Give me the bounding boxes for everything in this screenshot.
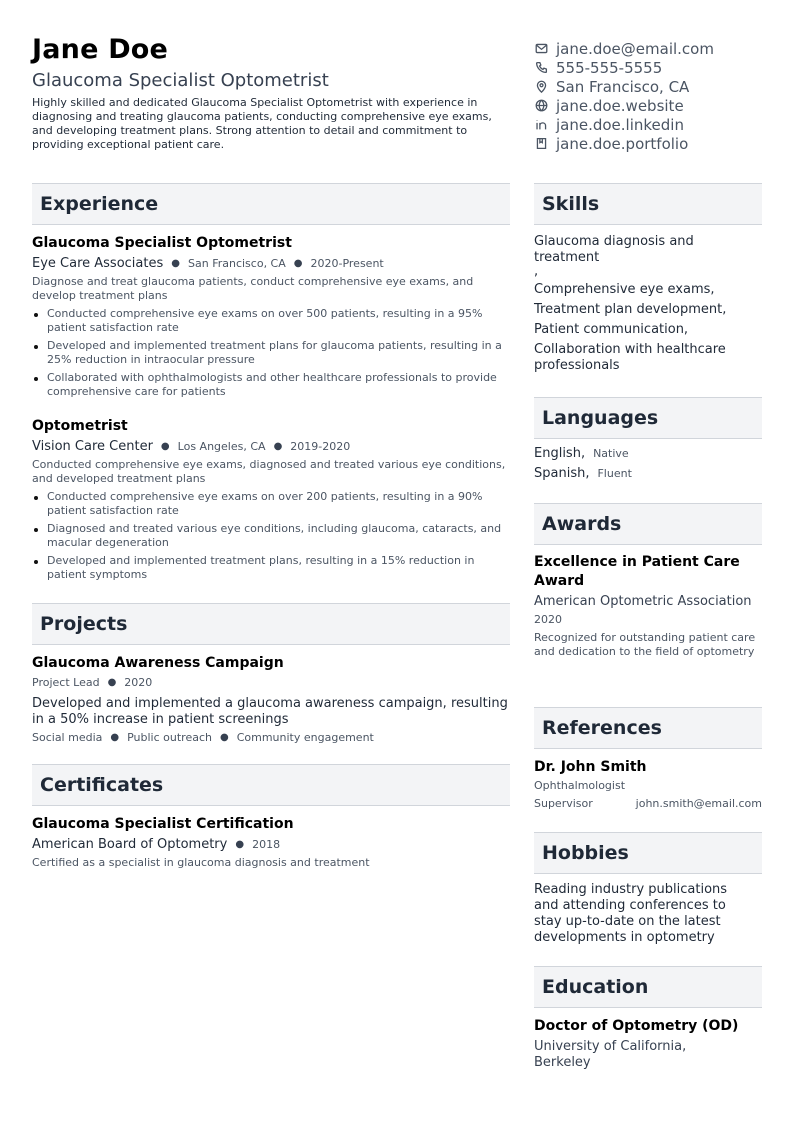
summary: Highly skilled and dedicated Glaucoma Specialist Optometrist with experience in diagnosing and treating glaucoma patients, conducting comprehensive eye exams, and developing treatment plans. Strong attention to detail and commitment to providing exceptional patient care. — [32, 96, 492, 151]
project-meta — [32, 674, 510, 692]
certificate-meta — [32, 836, 510, 854]
language-name: Spanish, — [534, 466, 590, 481]
job-location: San Francisco, CA — [188, 257, 286, 270]
section-header-references: References — [534, 707, 762, 749]
section-header-projects: Projects — [32, 603, 510, 645]
skill-item: Glaucoma diagnosis and treatment — [534, 234, 694, 265]
separator-dot: ● — [171, 258, 180, 269]
language-name: English, — [534, 446, 586, 461]
contact-portfolio-text: jane.doe.portfolio — [556, 134, 689, 153]
phone-icon — [534, 61, 548, 75]
project-tag: Social media — [32, 731, 103, 744]
person-name: Jane Doe — [32, 34, 169, 65]
language-item — [534, 446, 762, 466]
bullet-item: Collaborated with ophthalmologists and other healthcare professionals to provide comprehensive care for patients — [32, 371, 510, 399]
section-header-languages: Languages — [534, 397, 762, 439]
education-degree: Doctor of Optometry (OD) — [534, 1018, 739, 1034]
reference-name: Dr. John Smith — [534, 759, 647, 775]
contact-linkedin[interactable] — [534, 115, 774, 134]
project-role: Project Lead — [32, 676, 100, 689]
location-icon — [534, 80, 548, 94]
contact-location — [534, 77, 774, 96]
separator-dot: ● — [107, 677, 117, 688]
section-header-education: Education — [534, 966, 762, 1008]
certificate-issuer: American Board of Optometry — [32, 837, 228, 852]
job-title: Optometrist — [32, 418, 128, 434]
job-meta — [32, 255, 510, 273]
hobbies-text-block — [534, 882, 744, 946]
job-bullets — [32, 307, 510, 399]
separator-dot: ● — [110, 732, 120, 743]
certificate-item — [32, 815, 510, 870]
project-description: Developed and implemented a glaucoma awareness campaign, resulting in a 50% increase in patient screenings — [32, 696, 508, 727]
project-item — [32, 654, 510, 744]
award-item — [534, 553, 762, 659]
separator-dot: ● — [293, 258, 303, 269]
portfolio-icon — [534, 137, 548, 151]
bullet-item: Developed and implemented treatment plans, resulting in a 15% reduction in patient symptoms — [32, 554, 510, 582]
section-header-skills: Skills — [534, 183, 762, 225]
skill-item: Treatment plan development, — [534, 302, 727, 317]
section-header-experience: Experience — [32, 183, 510, 225]
education-school: University of California, Berkeley — [534, 1039, 687, 1070]
person-title: Glaucoma Specialist Optometrist — [32, 70, 329, 91]
language-item — [534, 466, 762, 486]
reference-item — [534, 758, 762, 810]
bullet-item: Diagnosed and treated various eye conditions, including glaucoma, cataracts, and macular degeneration — [32, 522, 510, 550]
project-title: Glaucoma Awareness Campaign — [32, 655, 284, 671]
bullet-item: Conducted comprehensive eye exams on over 500 patients, resulting in a 95% patient satisfaction rate — [32, 307, 510, 335]
job-location: Los Angeles, CA — [177, 440, 266, 453]
separator-dot: ● — [273, 441, 283, 452]
contact-website-text: jane.doe.website — [556, 96, 684, 115]
separator-dot: ● — [235, 839, 245, 850]
project-tag: Public outreach — [127, 731, 212, 744]
experience-item — [32, 234, 510, 403]
award-issuer: American Optometric Association — [534, 594, 752, 609]
job-dates: 2020-Present — [310, 257, 384, 270]
skills-list — [534, 234, 762, 374]
languages-list — [534, 446, 762, 486]
skill-separator: , — [534, 264, 539, 279]
contact-location-text: San Francisco, CA — [556, 77, 690, 96]
job-title: Glaucoma Specialist Optometrist — [32, 235, 292, 251]
project-tags — [32, 731, 510, 744]
certificate-year: 2018 — [252, 838, 281, 851]
contact-portfolio[interactable] — [534, 134, 774, 153]
globe-icon — [534, 99, 548, 113]
reference-details — [534, 797, 762, 810]
section-header-hobbies: Hobbies — [534, 832, 762, 874]
language-level: Native — [593, 447, 629, 460]
header — [32, 34, 512, 152]
project-tag: Community engagement — [236, 731, 374, 744]
job-description: Diagnose and treat glaucoma patients, conduct comprehensive eye exams, and develop treatment plans — [32, 275, 474, 302]
bullet-item: Conducted comprehensive eye exams on over 200 patients, resulting in a 90% patient satisfaction rate — [32, 490, 510, 518]
separator-dot: ● — [219, 732, 229, 743]
award-description: Recognized for outstanding patient care and dedication to the field of optometry — [534, 631, 756, 658]
contact-phone[interactable] — [534, 58, 774, 77]
contact-phone-text: 555-555-5555 — [556, 58, 663, 77]
skill-item: Collaboration with healthcare professionals — [534, 342, 726, 373]
job-description: Conducted comprehensive eye exams, diagnosed and treated various eye conditions, and developed treatment plans — [32, 458, 506, 485]
section-header-awards: Awards — [534, 503, 762, 545]
experience-item — [32, 417, 510, 586]
skill-item: Comprehensive eye exams, — [534, 282, 715, 297]
reference-relation: Supervisor — [534, 797, 593, 810]
skill-item: Patient communication, — [534, 322, 689, 337]
language-level: Fluent — [597, 467, 632, 480]
bullet-item: Developed and implemented treatment plans for glaucoma patients, resulting in a 25% reduction in intraocular pressure — [32, 339, 510, 367]
award-year: 2020 — [534, 613, 562, 626]
contact-website[interactable] — [534, 96, 774, 115]
company: Eye Care Associates — [32, 256, 164, 271]
job-bullets — [32, 490, 510, 582]
certificate-title: Glaucoma Specialist Certification — [32, 816, 294, 832]
contact-list — [534, 39, 774, 153]
project-year: 2020 — [124, 676, 153, 689]
job-dates: 2019-2020 — [290, 440, 351, 453]
education-item — [534, 1017, 762, 1071]
award-title: Excellence in Patient Care Award — [534, 554, 740, 589]
mail-icon — [534, 42, 548, 56]
company: Vision Care Center — [32, 439, 153, 454]
contact-linkedin-text: jane.doe.linkedin — [556, 115, 684, 134]
contact-email[interactable] — [534, 39, 774, 58]
reference-email[interactable]: john.smith@email.com — [635, 797, 762, 810]
separator-dot: ● — [160, 441, 170, 452]
hobbies-text: Reading industry publications and attending conferences to stay up-to-date on the latest developments in optometry — [534, 882, 728, 945]
reference-title: Ophthalmologist — [534, 779, 626, 792]
contact-email-text: jane.doe@email.com — [556, 39, 714, 58]
section-header-certificates: Certificates — [32, 764, 510, 806]
job-meta — [32, 438, 510, 456]
certificate-description: Certified as a specialist in glaucoma diagnosis and treatment — [32, 856, 370, 869]
linkedin-icon — [534, 118, 548, 132]
